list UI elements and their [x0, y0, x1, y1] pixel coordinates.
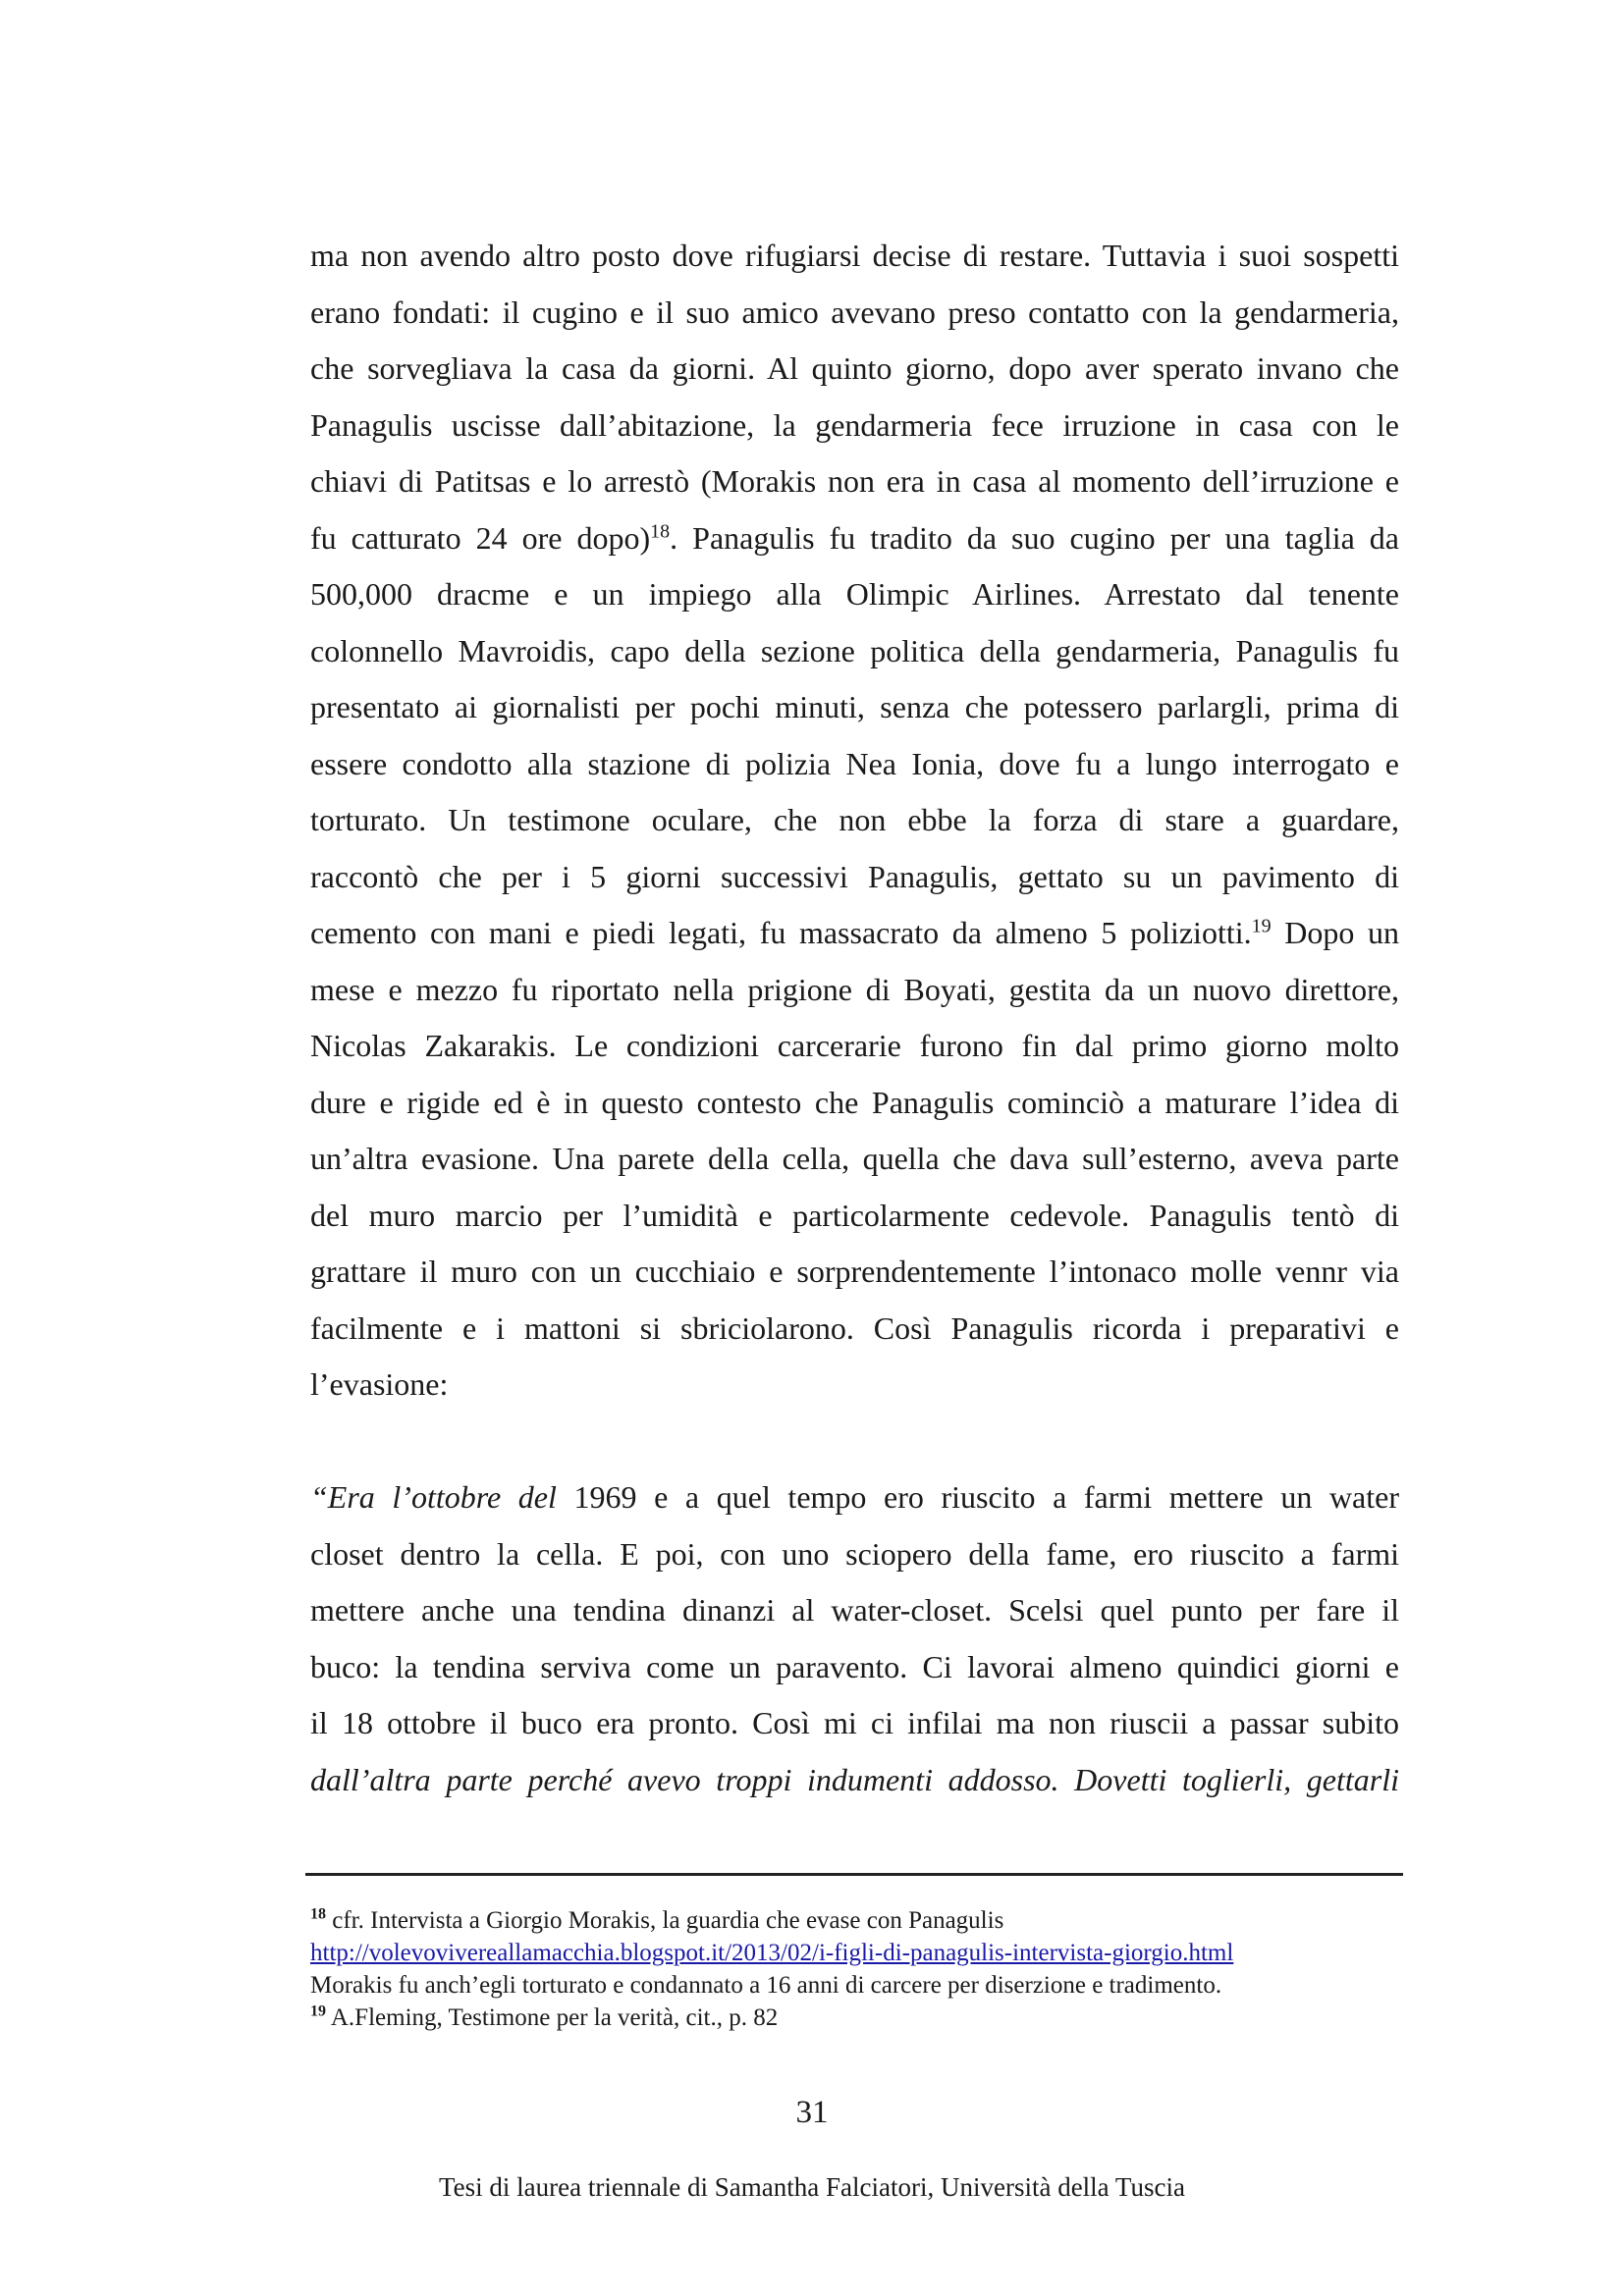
footnote-ref-18[interactable]: 18: [650, 519, 671, 542]
footnote-text: Morakis fu anch’egli torturato e condannato a 16 anni di carcere per diserzione e tradimento.: [310, 1972, 1222, 1999]
text-line: del muro marcio per l’umidità e particolarmente cedevole. Panagulis tentò di: [310, 1197, 1399, 1233]
footnote-text: cfr. Intervista a Giorgio Morakis, la guardia che evase con Panagulis: [326, 1907, 1004, 1934]
text-line: torturato. Un testimone oculare, che non ebbe la forza di stare a guardare,: [310, 802, 1399, 837]
text-line: grattare il muro con un cucchiaio e sorprendentemente l’intonaco molle vennr via: [310, 1254, 1399, 1289]
footnote-number: 19: [310, 2002, 326, 2020]
text-fragment: 1969 e a quel tempo ero riuscito a farmi mettere un water: [556, 1479, 1400, 1515]
text-line: presentato ai giornalisti per pochi minuti, senza che potessero parlargli, prima di: [310, 689, 1399, 724]
text-line: chiavi di Patitsas e lo arrestò (Morakis non era in casa al momento dell’irruzione e: [310, 463, 1399, 499]
page-footer: Tesi di laurea triennale di Samantha Falciatori, Università della Tuscia: [439, 2172, 1185, 2202]
text-line: [310, 510, 1399, 567]
text-line: erano fondati: il cugino e il suo amico avevano preso contatto con la gendarmeria,: [310, 294, 1399, 330]
footnote-18: [310, 1904, 1410, 1937]
text-line: raccontò che per i 5 giorni successivi Panagulis, gettato su un pavimento di: [310, 858, 1399, 894]
quote-italic-fragment: “Era l’ottobre del: [310, 1479, 557, 1515]
footnote-separator: [305, 1873, 1403, 1876]
footnote-link[interactable]: http://volevovivereallamacchia.blogspot.it/2013/02/i-figli-di-panagulis-intervista-giorgio.html: [310, 1940, 1234, 1966]
text-line: colonnello Mavroidis, capo della sezione politica della gendarmeria, Panagulis fu: [310, 632, 1399, 668]
text-line: un’altra evasione. Una parete della cella, quella che dava sull’esterno, aveva parte: [310, 1141, 1399, 1176]
text-line: dure e rigide ed è in questo contesto che Panagulis cominciò a maturare l’idea di: [310, 1084, 1399, 1120]
text-line: facilmente e i mattoni si sbriciolarono. Così Panagulis ricorda i preparativi e: [310, 1309, 1399, 1346]
quote-line: closet dentro la cella. E poi, con uno sciopero della fame, ero riuscito a farmi: [310, 1535, 1399, 1572]
text-line: 500,000 dracme e un impiego alla Olimpic Airlines. Arrestato dal tenente: [310, 576, 1399, 612]
quote-line: il 18 ottobre il buco era pronto. Così mi ci infilai ma non riuscii a passar subito: [310, 1705, 1399, 1740]
quote-line: buco: la tendina serviva come un paravento. Ci lavorai almeno quindici giorni e: [310, 1648, 1399, 1684]
quote-line: mettere anche una tendina dinanzi al water-closet. Scelsi quel punto per fare il: [310, 1592, 1399, 1628]
footnote-19: [310, 2002, 1410, 2034]
paragraph-gap: [310, 1414, 1399, 1470]
footnote-ref-19[interactable]: 19: [1251, 915, 1272, 937]
quote-line: [310, 1469, 1399, 1526]
text-fragment: cemento con mani e piedi legati, fu massacrato da almeno 5 poliziotti.: [310, 915, 1252, 950]
text-line: essere condotto alla stazione di polizia Nea Ionia, dove fu a lungo interrogato e: [310, 745, 1399, 781]
page-number: 31: [795, 2095, 829, 2130]
text-line: ma non avendo altro posto dove rifugiarsi decise di restare. Tuttavia i suoi sospetti: [310, 238, 1399, 273]
text-line: l’evasione:: [310, 1366, 449, 1402]
quote-italic-fragment: dall’altra parte perché avevo troppi indumenti addosso. Dovetti toglierli, gettarli: [310, 1761, 1399, 1797]
text-line: Nicolas Zakarakis. Le condizioni carcerarie furono fin dal primo giorno molto: [310, 1028, 1399, 1063]
footnotes: [310, 1904, 1410, 2034]
footnote-text: A.Fleming, Testimone per la verità, cit., p. 82: [326, 2004, 779, 2031]
text-fragment: . Panagulis fu tradito da suo cugino per una taglia da: [670, 519, 1400, 556]
body-text: [310, 228, 1399, 1808]
text-fragment: Dopo un: [1271, 915, 1400, 950]
text-line: che sorvegliava la casa da giorni. Al quinto giorno, dopo aver sperato invano che: [310, 350, 1399, 386]
footnote-number: 18: [310, 1905, 326, 1923]
text-line: [310, 905, 1399, 962]
quote-line: [310, 1752, 1399, 1809]
text-line: mese e mezzo fu riportato nella prigione di Boyati, gestita da un nuovo direttore,: [310, 971, 1399, 1007]
text-line: Panagulis uscisse dall’abitazione, la gendarmeria fece irruzione in casa con le: [310, 406, 1399, 443]
text-fragment: fu catturato 24 ore dopo): [310, 519, 651, 556]
